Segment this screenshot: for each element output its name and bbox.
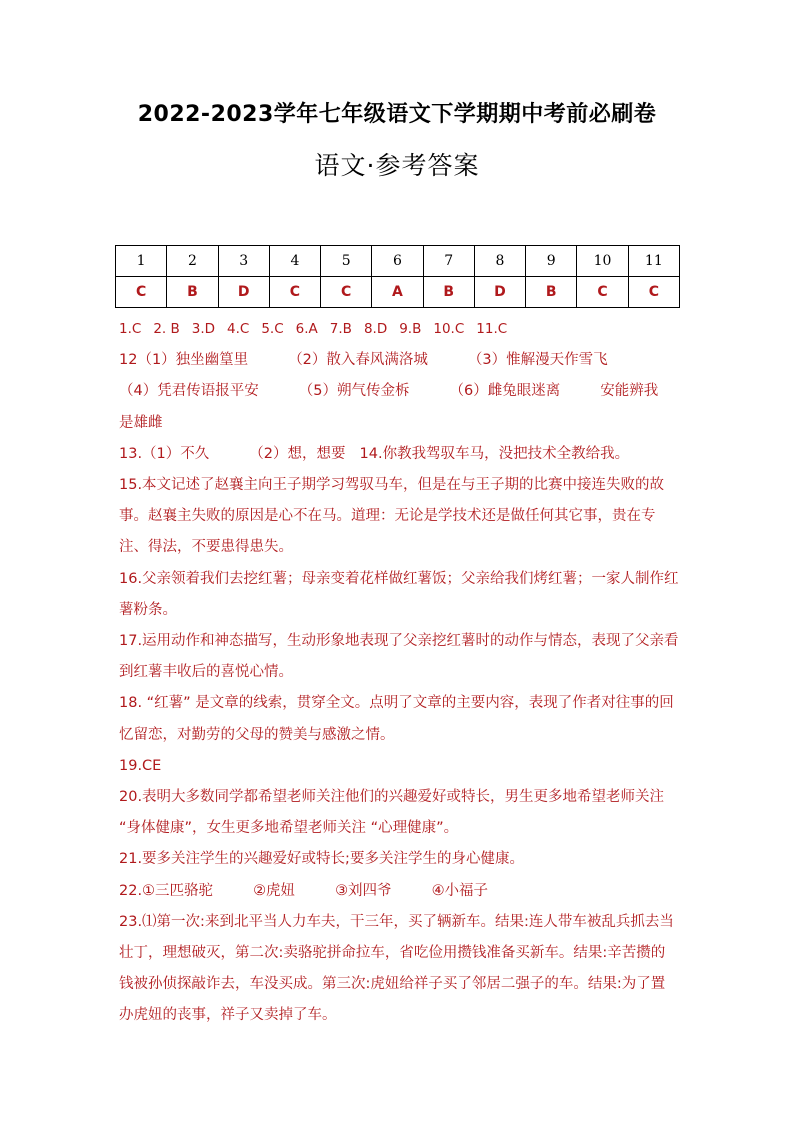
answer-q17: 17.运用动作和神态描写，生动形象地表现了父亲挖红薯时的动作与情态，表现了父亲看到红薯丰收后的喜悦心情。 (119, 633, 679, 681)
choice-answer: 9.B (399, 321, 422, 337)
choice-answer: 3.D (191, 321, 216, 337)
question-number: 6 (372, 246, 423, 277)
answer-content (119, 314, 679, 1032)
question-number: 9 (526, 246, 577, 277)
q13-part: 13.（1）不久 (119, 445, 210, 462)
q14-answer: 14.你教我驾驭车马，没把技术全教给我。 (359, 445, 630, 462)
choice-answer: 2. B (153, 321, 180, 337)
choice-answer: 10.C (433, 321, 465, 337)
answer-row (116, 277, 680, 308)
answer-q13-q14 (119, 439, 679, 470)
q13-part: （2）想，想要 (249, 445, 346, 462)
answer-q23: 23.⑴第一次:来到北平当人力车夫，干三年，买了辆新车。结果:连人带车被乱兵抓去当壮丁，理想破灭，第二次:卖骆驼拼命拉车，省吃俭用攒钱准备买新车。结果:辛苦攒的钱被孙侦探敲诈去，车没买成。第三次:虎妞给祥子买了邻居二强子的车。结果:为了置办虎妞的丧事，祥子又卖掉了车。 (119, 913, 674, 1024)
q12-part: 是雄雌 (119, 414, 163, 431)
question-number: 10 (577, 246, 628, 277)
answer-cell: B (167, 277, 218, 308)
answer-q15: 15.本文记述了赵襄主向王子期学习驾驭马车，但是在与王子期的比赛中接连失败的故事。赵襄主失败的原因是心不在马。道理：无论是学技术还是做任何其它事，贵在专注、得法，不要患得患失。 (119, 477, 665, 556)
page-subtitle: 语文·参考答案 (314, 151, 480, 180)
answer-q21: 21.要多关注学生的兴趣爱好或特长;要多关注学生的身心健康。 (119, 851, 524, 868)
choice-answer: 4.C (227, 321, 250, 337)
answer-cell: C (116, 277, 167, 308)
question-number: 7 (423, 246, 474, 277)
answer-cell: A (372, 277, 423, 308)
choice-answer: 5.C (261, 321, 284, 337)
q12-part: （2）散入春风满洛城 (288, 352, 428, 369)
answer-q20: 20.表明大多数同学都希望老师关注他们的兴趣爱好或特长，男生更多地希望老师关注 “身体健康”，女生更多地希望老师关注 “心理健康”。 (119, 789, 665, 837)
choice-answer: 11.C (476, 321, 508, 337)
answer-cell: C (628, 277, 679, 308)
question-number: 8 (474, 246, 525, 277)
q22-part: ②虎妞 (253, 882, 296, 899)
question-number: 1 (116, 246, 167, 277)
answer-q18: 18. “红薯” 是文章的线索，贯穿全文。点明了文章的主要内容，表现了作者对往事的回忆留恋，对勤劳的父母的赞美与感激之情。 (119, 695, 674, 743)
answer-q16: 16.父亲领着我们去挖红薯；母亲变着花样做红薯饭；父亲给我们烤红薯；一家人制作红薯粉条。 (119, 570, 679, 618)
answer-cell: C (269, 277, 320, 308)
question-number-row (116, 246, 680, 277)
q12-part: 12（1）独坐幽篁里 (119, 352, 249, 369)
q22-part: ④小福子 (431, 882, 489, 899)
answer-q12 (119, 345, 679, 439)
answer-q19: 19.CE (119, 757, 162, 774)
answer-cell: D (474, 277, 525, 308)
choice-answer: 7.B (329, 321, 352, 337)
question-number: 4 (269, 246, 320, 277)
question-number: 2 (167, 246, 218, 277)
question-number: 5 (321, 246, 372, 277)
answer-q22 (119, 876, 679, 907)
page-title: 2022-2023学年七年级语文下学期期中考前必刷卷 (137, 102, 657, 127)
answer-cell: B (423, 277, 474, 308)
question-number: 11 (628, 246, 679, 277)
answer-cell: C (321, 277, 372, 308)
choice-answer: 6.A (295, 321, 318, 337)
answer-table (115, 245, 680, 308)
q12-part: 安能辨我 (600, 383, 659, 400)
q12-part: （6）雌兔眼迷离 (449, 383, 561, 400)
answer-cell: C (577, 277, 628, 308)
choice-answer: 1.C (119, 321, 142, 337)
q12-part: （5）朔气传金柝 (298, 383, 410, 400)
question-number: 3 (218, 246, 269, 277)
q12-part: （3）惟解漫天作雪飞 (467, 352, 608, 369)
q22-part: ③刘四爷 (335, 882, 392, 899)
answer-cell: B (526, 277, 577, 308)
q22-part: 22.①三匹骆驼 (119, 882, 214, 899)
q12-part: （4）凭君传语报平安 (119, 383, 259, 400)
choice-answer: 8.D (363, 321, 388, 337)
answer-cell: D (218, 277, 269, 308)
choices-line (119, 314, 679, 345)
